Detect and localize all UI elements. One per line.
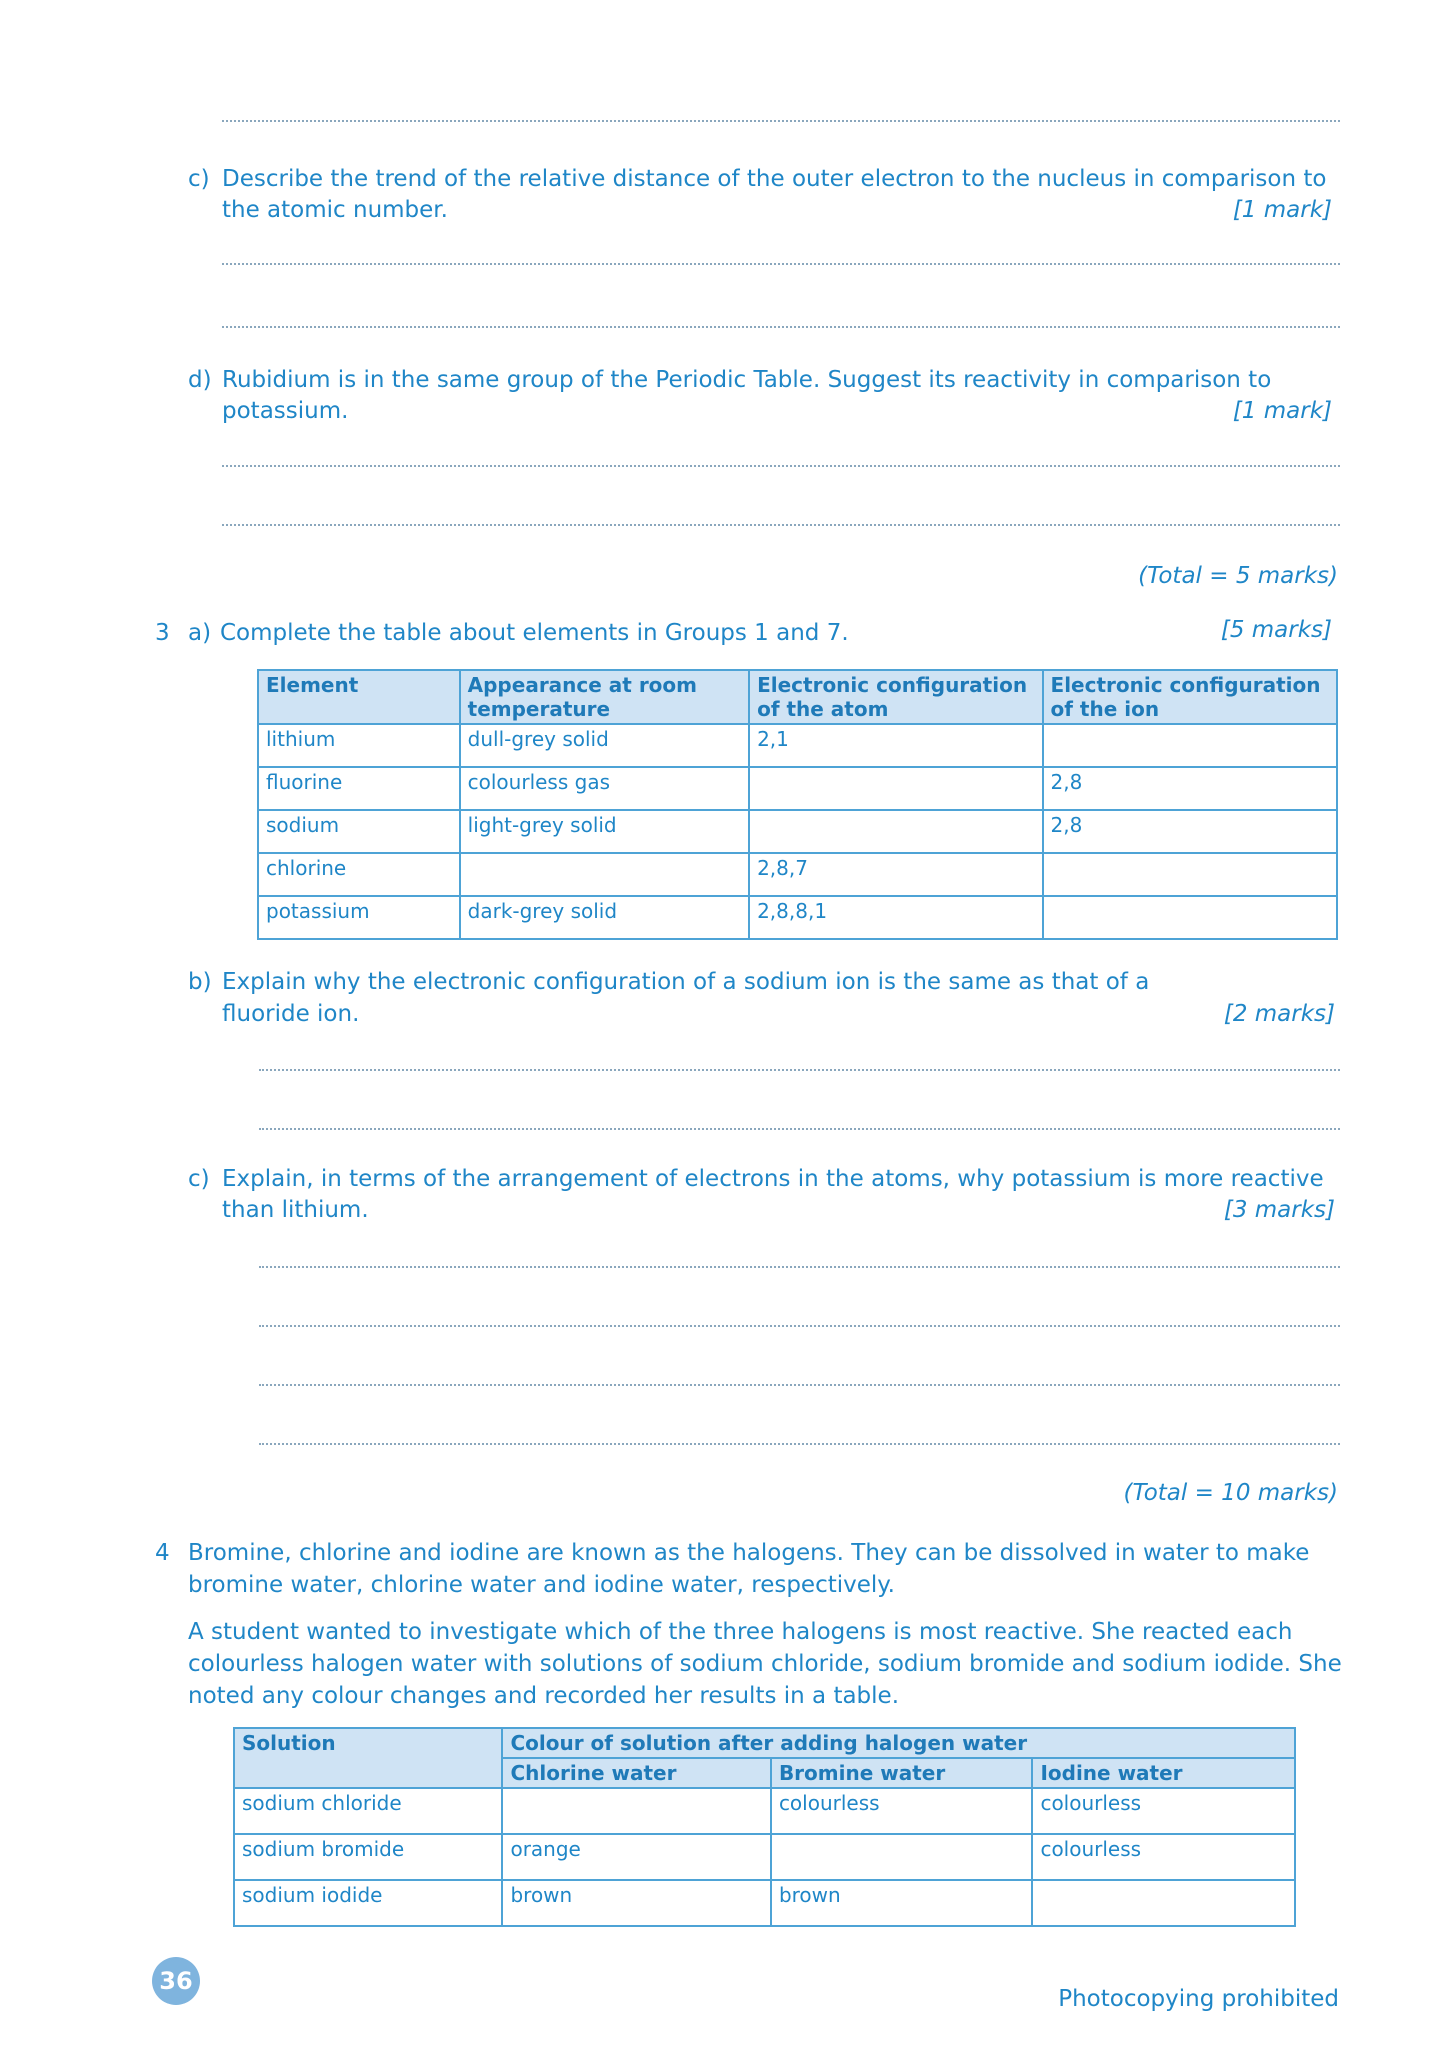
answer-line[interactable] [222, 465, 1340, 467]
table-header: Bromine water [771, 1758, 1033, 1788]
answer-line[interactable] [259, 1384, 1340, 1386]
table-cell[interactable] [460, 853, 749, 896]
q4-number: 4 [155, 1540, 170, 1566]
q3a-label: a) [188, 620, 212, 646]
table-cell: orange [502, 1834, 770, 1880]
table-cell[interactable] [749, 810, 1042, 853]
table-row [258, 896, 1337, 939]
table-row [258, 853, 1337, 896]
q2d-marks: [1 mark] [1232, 398, 1332, 424]
table-header: Iodine water [1032, 1758, 1295, 1788]
answer-line[interactable] [259, 1128, 1340, 1130]
q4-intro-line1: Bromine, chlorine and iodine are known as the halogens. They can be dissolved in water to make [188, 1540, 1310, 1566]
page-number-badge: 36 [152, 1957, 200, 2005]
table-cell: chlorine [258, 853, 460, 896]
q4-intro-line2: bromine water, chlorine water and iodine water, respectively. [188, 1572, 895, 1598]
answer-line[interactable] [222, 263, 1340, 265]
table-cell: brown [771, 1880, 1033, 1926]
table-header: Appearance at room temperature [460, 670, 749, 724]
table-cell[interactable] [771, 1834, 1033, 1880]
q2c-text-line1: Describe the trend of the relative distance of the outer electron to the nucleus in comparison to [222, 166, 1327, 192]
q3b-text-line1: Explain why the electronic configuration of a sodium ion is the same as that of a [222, 969, 1150, 995]
table-header: Chlorine water [502, 1758, 770, 1788]
answer-line[interactable] [259, 1266, 1340, 1268]
table-cell: dark-grey solid [460, 896, 749, 939]
q3c-label: c) [188, 1166, 210, 1192]
q3-number: 3 [155, 620, 170, 646]
table-row [234, 1880, 1295, 1926]
answer-line[interactable] [222, 120, 1340, 122]
table-cell[interactable] [1032, 1880, 1295, 1926]
table-cell: dull-grey solid [460, 724, 749, 767]
table-cell: sodium iodide [234, 1880, 502, 1926]
table-header-row [234, 1728, 1295, 1758]
answer-line[interactable] [222, 524, 1340, 526]
table-cell: 2,8,7 [749, 853, 1042, 896]
table-cell[interactable] [502, 1788, 770, 1834]
table-cell[interactable] [749, 767, 1042, 810]
table-cell[interactable] [1043, 853, 1337, 896]
groups-table [257, 669, 1338, 940]
table-cell[interactable] [1043, 724, 1337, 767]
table-cell: 2,8 [1043, 767, 1337, 810]
table-cell[interactable]: 2,1 [749, 724, 1042, 767]
table-row [234, 1788, 1295, 1834]
table-header: Solution [234, 1728, 502, 1788]
q2d-label: d) [188, 367, 212, 393]
q3a-text: Complete the table about elements in Groups 1 and 7. [220, 620, 849, 646]
q3c-marks: [3 marks] [1223, 1197, 1335, 1223]
q3b-marks: [2 marks] [1223, 1001, 1335, 1027]
table-header: Electronic configuration of the ion [1043, 670, 1337, 724]
q4-para-line3: noted any colour changes and recorded her results in a table. [188, 1683, 900, 1709]
halogen-table [233, 1727, 1296, 1927]
table-cell: sodium chloride [234, 1788, 502, 1834]
table-cell: colourless [1032, 1834, 1295, 1880]
table-row [258, 724, 1337, 767]
q2d-text-line2: potassium. [222, 398, 349, 424]
q3c-text-line2: than lithium. [222, 1197, 369, 1223]
table-cell: fluorine [258, 767, 460, 810]
answer-line[interactable] [259, 1325, 1340, 1327]
q4-para-line2: colourless halogen water with solutions of sodium chloride, sodium bromide and sodium iodide. She [188, 1651, 1342, 1677]
table-row [258, 810, 1337, 853]
q2c-label: c) [188, 166, 210, 192]
table-cell: 2,8 [1043, 810, 1337, 853]
q2d-text-line1: Rubidium is in the same group of the Periodic Table. Suggest its reactivity in comparison to [222, 367, 1272, 393]
table-cell: colourless [771, 1788, 1033, 1834]
table-cell: brown [502, 1880, 770, 1926]
table-row [258, 767, 1337, 810]
answer-line[interactable] [222, 326, 1340, 328]
q2-total: (Total = 5 marks) [1138, 563, 1338, 589]
q3b-text-line2: fluoride ion. [222, 1001, 360, 1027]
table-cell: sodium bromide [234, 1834, 502, 1880]
answer-line[interactable] [259, 1443, 1340, 1445]
table-cell: sodium [258, 810, 460, 853]
q2c-text-line2: the atomic number. [222, 197, 448, 223]
table-cell: colourless gas [460, 767, 749, 810]
table-cell: potassium [258, 896, 460, 939]
q3-total: (Total = 10 marks) [1123, 1480, 1338, 1506]
table-cell: light-grey solid [460, 810, 749, 853]
table-cell: colourless [1032, 1788, 1295, 1834]
table-header-row [258, 670, 1337, 724]
table-cell: lithium [258, 724, 460, 767]
table-header: Colour of solution after adding halogen water [502, 1728, 1295, 1758]
table-cell[interactable] [1043, 896, 1337, 939]
table-header: Electronic configuration of the atom [749, 670, 1042, 724]
table-row [234, 1834, 1295, 1880]
table-cell: 2,8,8,1 [749, 896, 1042, 939]
q4-para-line1: A student wanted to investigate which of the three halogens is most reactive. She reacted each [188, 1619, 1293, 1645]
answer-line[interactable] [259, 1069, 1340, 1071]
q3b-label: b) [188, 969, 212, 995]
q2c-marks: [1 mark] [1232, 197, 1332, 223]
q3a-marks: [5 marks] [1220, 617, 1332, 643]
q3c-text-line1: Explain, in terms of the arrangement of electrons in the atoms, why potassium is more reactive [222, 1166, 1324, 1192]
table-header: Element [258, 670, 460, 724]
photocopying-notice: Photocopying prohibited [1058, 1986, 1339, 2012]
